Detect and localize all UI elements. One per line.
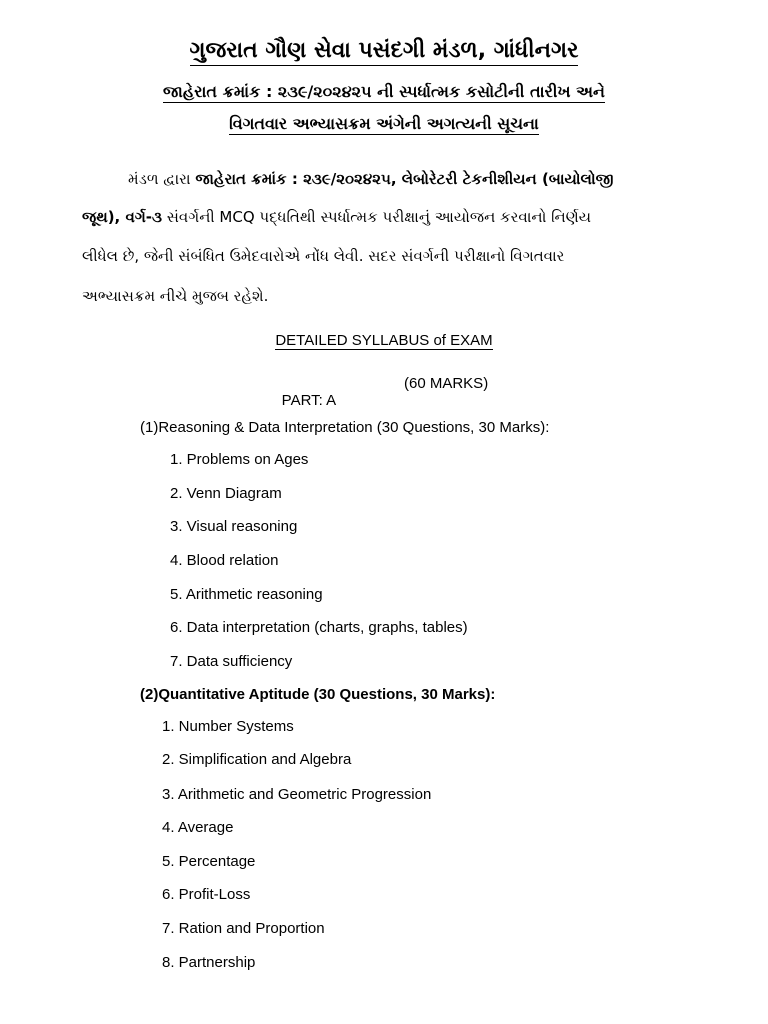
list-item: 2. Simplification and Algebra bbox=[162, 751, 352, 768]
list-item: 2. Venn Diagram bbox=[170, 485, 282, 502]
notice-heading-line-2 bbox=[0, 114, 768, 134]
subtitle-text-1: જાહેરાત ક્રમાંક : ૨૩૯/૨૦૨૪૨૫ ની સ્પર્ધાત્મક કસોટીની તારીખ અને bbox=[163, 82, 605, 101]
syllabus-heading bbox=[0, 332, 768, 349]
part-label: PART: A bbox=[281, 392, 337, 409]
notice-paragraph-line-3: લીધેલ છે, જેની સંબંધિત ઉમેદવારોએ નોંધ લેવી. સદર સંવર્ગની પરીક્ષાનો વિગતવાર bbox=[82, 247, 565, 265]
list-item: 7. Data sufficiency bbox=[170, 653, 293, 670]
section-1-title: (1)Reasoning & Data Interpretation (30 Questions, 30 Marks): bbox=[140, 419, 550, 436]
list-item: 7. Ration and Proportion bbox=[162, 920, 325, 937]
notice-line2-rest: સંવર્ગની MCQ પદ્ધતિથી સ્પર્ધાત્મક પરીક્ષાનું આયોજન કરવાનો નિર્ણય bbox=[161, 208, 592, 226]
list-item: 5. Arithmetic reasoning bbox=[170, 586, 323, 603]
list-item: 6. Profit-Loss bbox=[162, 886, 251, 903]
notice-line1-prefix: મંડળ દ્વારા bbox=[128, 170, 196, 188]
notice-heading-line-1 bbox=[0, 82, 768, 102]
post-class: જૂથ), વર્ગ-૩ bbox=[82, 208, 162, 226]
section-2-title: (2)Quantitative Aptitude (30 Questions, 30 Marks): bbox=[140, 686, 496, 703]
list-item: 4. Blood relation bbox=[170, 552, 279, 569]
document-title bbox=[0, 38, 768, 63]
title-text: ગુજરાત ગૌણ સેવા પસંદગી મંડળ, ગાંધીનગર bbox=[190, 38, 579, 66]
list-item: 1. Problems on Ages bbox=[170, 451, 309, 468]
notice-paragraph-line-1 bbox=[128, 170, 768, 188]
notice-paragraph-line-2 bbox=[82, 208, 768, 226]
part-marks: (60 MARKS) bbox=[404, 375, 489, 392]
list-item: 5. Percentage bbox=[162, 853, 256, 870]
syllabus-heading-text: DETAILED SYLLABUS of EXAM bbox=[275, 332, 493, 349]
list-item: 1. Number Systems bbox=[162, 718, 294, 735]
advertisement-number: જાહેરાત ક્રમાંક : ૨૩૯/૨૦૨૪૨૫, લેબોરેટરી ટેકનીશીયન (બાયોલોજી bbox=[195, 170, 614, 188]
subtitle-text-2: વિગતવાર અભ્યાસક્રમ અંગેની અગત્યની સૂચના bbox=[229, 114, 539, 133]
list-item: 4. Average bbox=[162, 819, 234, 836]
list-item: 6. Data interpretation (charts, graphs, tables) bbox=[170, 619, 468, 636]
list-item: 3. Arithmetic and Geometric Progression bbox=[162, 786, 432, 803]
notice-paragraph-line-4: અભ્યાસક્રમ નીચે મુજબ રહેશે. bbox=[82, 287, 269, 305]
list-item: 3. Visual reasoning bbox=[170, 518, 298, 535]
list-item: 8. Partnership bbox=[162, 954, 256, 971]
